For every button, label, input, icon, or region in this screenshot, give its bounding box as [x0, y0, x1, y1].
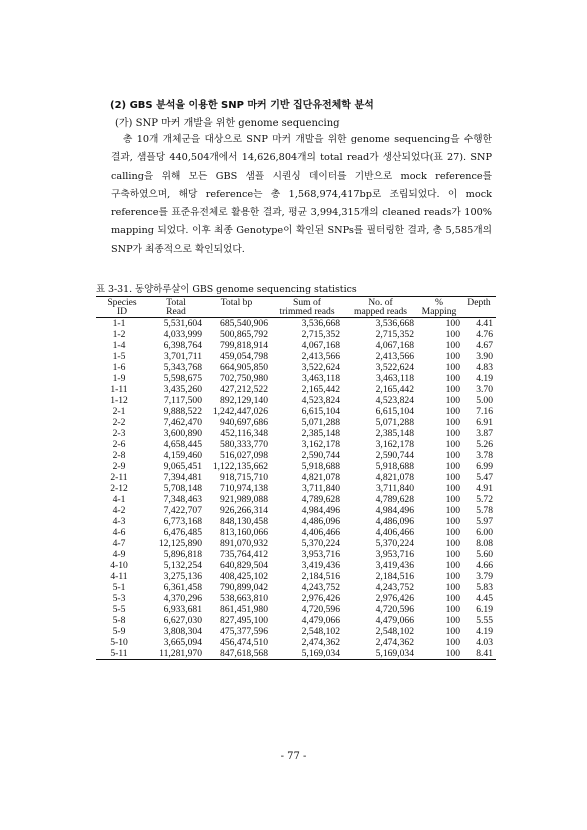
- table-cell: 100: [445, 340, 460, 352]
- table-cell: 100: [445, 604, 460, 616]
- table-cell: 2,474,362: [375, 637, 414, 649]
- table-cell: 100: [445, 582, 460, 594]
- table-cell: 847,618,568: [220, 648, 268, 660]
- column-header-line: No. of: [368, 297, 393, 308]
- table-cell: 4,159,460: [163, 450, 202, 462]
- table-row: [96, 406, 496, 417]
- table-cell: 5,370,224: [301, 538, 340, 550]
- table-cell: 1,242,447,026: [212, 406, 268, 418]
- table-cell: 5-3: [112, 593, 126, 605]
- column-header-line: [204, 307, 269, 316]
- table-cell: 100: [445, 417, 460, 429]
- table-cell: 100: [445, 329, 460, 341]
- page-number: - 77 -: [280, 751, 307, 762]
- table-cell: 2-2: [112, 417, 126, 429]
- table-cell: 5-1: [112, 582, 126, 594]
- table-cell: 8.08: [476, 538, 493, 550]
- table-cell: 4.19: [476, 373, 493, 385]
- table-cell: 5,918,688: [301, 461, 340, 473]
- table-cell: 4,720,596: [301, 604, 340, 616]
- table-cell: 2,385,148: [301, 428, 340, 440]
- column-header-line: trimmed reads: [279, 306, 335, 318]
- table-cell: 6,476,485: [163, 527, 202, 539]
- table-cell: 452,116,348: [220, 428, 268, 440]
- column-header: [96, 297, 148, 318]
- table-cell: 2,548,102: [301, 626, 340, 638]
- table-cell: 3,711,840: [375, 483, 414, 495]
- table-row: [96, 373, 496, 384]
- table-cell: 2,976,426: [375, 593, 414, 605]
- table-row: [96, 538, 496, 549]
- table-cell: 1-2: [112, 329, 126, 341]
- table-cell: 2-6: [112, 439, 126, 451]
- table-cell: 4-10: [110, 560, 128, 572]
- table-row: [96, 384, 496, 395]
- table-cell: 3.90: [476, 351, 493, 363]
- table-cell: 5-5: [112, 604, 126, 616]
- table-cell: 8.41: [476, 648, 493, 660]
- table-cell: 3.79: [476, 571, 493, 583]
- table-cell: 100: [445, 494, 460, 506]
- table-cell: 4,523,824: [301, 395, 340, 407]
- table-cell: 7,422,707: [163, 505, 202, 517]
- table-cell: 4,658,445: [163, 439, 202, 451]
- table-cell: 427,212,522: [220, 384, 268, 396]
- table-cell: 926,266,314: [220, 505, 268, 517]
- table-cell: 5.26: [476, 439, 493, 451]
- table-cell: 7.16: [476, 406, 493, 418]
- section-title: (2) GBS 분석을 이용한 SNP 마커 기반 집단유전체학 분석: [110, 100, 374, 111]
- table-row: [96, 593, 496, 604]
- table-row: [96, 439, 496, 450]
- table-cell: 2,474,362: [301, 637, 340, 649]
- table-cell: 100: [445, 560, 460, 572]
- column-header: [416, 297, 462, 318]
- table-cell: 4-11: [110, 571, 128, 583]
- table-row: [96, 582, 496, 593]
- table-row: [96, 318, 496, 330]
- table-cell: 3,275,136: [163, 571, 202, 583]
- table-cell: 4-1: [112, 494, 126, 506]
- table-cell: 827,495,100: [220, 615, 268, 627]
- table-cell: 2-11: [110, 472, 128, 484]
- table-row: [96, 351, 496, 362]
- table-cell: 2,184,516: [375, 571, 414, 583]
- table-cell: 6,627,030: [163, 615, 202, 627]
- table-cell: 100: [445, 450, 460, 462]
- table-cell: 11,281,970: [159, 648, 202, 660]
- table-cell: 100: [445, 351, 460, 363]
- table-cell: 3.70: [476, 384, 493, 396]
- column-header: [269, 297, 345, 318]
- table-cell: 6,615,104: [375, 406, 414, 418]
- table-row: [96, 417, 496, 428]
- table-cell: 3,435,260: [163, 384, 202, 396]
- table-cell: 3,665,094: [163, 637, 202, 649]
- table-cell: 1-6: [112, 362, 126, 374]
- table-row: [96, 428, 496, 439]
- table-cell: 2-1: [112, 406, 126, 418]
- table-cell: 5-10: [110, 637, 128, 649]
- table-cell: 580,333,770: [220, 439, 268, 451]
- table-cell: 4,479,066: [375, 615, 414, 627]
- table-cell: 456,474,510: [220, 637, 268, 649]
- table-cell: 4,523,824: [375, 395, 414, 407]
- table-cell: 702,750,980: [220, 373, 268, 385]
- table-cell: 1-12: [110, 395, 128, 407]
- table-cell: 6,398,764: [163, 340, 202, 352]
- table-cell: 3,711,840: [301, 483, 340, 495]
- column-header-line: mapped reads: [353, 306, 407, 318]
- table-cell: 4,984,496: [375, 505, 414, 517]
- sub-title: (가) SNP 마커 개발을 위한 genome sequencing: [115, 118, 340, 129]
- table-cell: 2,715,352: [375, 329, 414, 341]
- table-cell: 4,821,078: [301, 472, 340, 484]
- table-cell: 4,479,066: [301, 615, 340, 627]
- table-cell: 516,027,098: [220, 450, 268, 462]
- table-row: [96, 329, 496, 340]
- table-cell: 4,243,752: [375, 582, 414, 594]
- table-row: [96, 362, 496, 373]
- table-cell: 3,600,890: [163, 428, 202, 440]
- table-cell: 940,697,686: [220, 417, 268, 429]
- table-cell: 921,989,088: [220, 494, 268, 506]
- table-cell: 4,720,596: [375, 604, 414, 616]
- table-cell: 100: [445, 571, 460, 583]
- table-cell: 5.47: [476, 472, 493, 484]
- table-cell: 4.83: [476, 362, 493, 374]
- table-cell: 1-9: [112, 373, 126, 385]
- table-cell: 3,463,118: [375, 373, 414, 385]
- table-row: [96, 472, 496, 483]
- table-row: [96, 340, 496, 351]
- statistics-table: [96, 296, 496, 660]
- table-cell: 3,808,304: [163, 626, 202, 638]
- table-header: [96, 297, 496, 318]
- table-cell: 2,165,442: [301, 384, 340, 396]
- column-header: [462, 297, 496, 318]
- column-header: [204, 297, 269, 318]
- table-cell: 5.55: [476, 615, 493, 627]
- table-cell: 664,905,850: [220, 362, 268, 374]
- column-header-line: [462, 307, 496, 316]
- table-cell: 6,615,104: [301, 406, 340, 418]
- table-cell: 3,953,716: [301, 549, 340, 561]
- table-cell: 538,663,810: [220, 593, 268, 605]
- column-header: [148, 297, 204, 318]
- table-cell: 100: [445, 406, 460, 418]
- table-cell: 918,715,710: [220, 472, 268, 484]
- header-row: [96, 297, 496, 318]
- table-cell: 3,419,436: [301, 560, 340, 572]
- table-row: [96, 604, 496, 615]
- table-cell: 100: [445, 384, 460, 396]
- table-cell: 3,162,178: [375, 439, 414, 451]
- table-cell: 861,451,980: [220, 604, 268, 616]
- table-cell: 100: [445, 318, 460, 330]
- table-cell: 2,165,442: [375, 384, 414, 396]
- table-cell: 100: [445, 505, 460, 517]
- table-row: [96, 615, 496, 626]
- table-cell: 4.66: [476, 560, 493, 572]
- table-cell: 5.83: [476, 582, 493, 594]
- table-cell: 7,462,470: [163, 417, 202, 429]
- table-cell: 100: [445, 472, 460, 484]
- table-cell: 4-6: [112, 527, 126, 539]
- table-cell: 4,370,296: [163, 593, 202, 605]
- table-cell: 4,406,466: [375, 527, 414, 539]
- table-cell: 3,419,436: [375, 560, 414, 572]
- table-row: [96, 637, 496, 648]
- table-cell: 685,540,906: [220, 318, 268, 330]
- table-cell: 100: [445, 483, 460, 495]
- table-cell: 6.19: [476, 604, 493, 616]
- column-header-line: %: [435, 297, 443, 308]
- table-cell: 5.00: [476, 395, 493, 407]
- table-cell: 5,896,818: [163, 549, 202, 561]
- table-cell: 4,984,496: [301, 505, 340, 517]
- table-cell: 475,377,596: [220, 626, 268, 638]
- table-cell: 4,033,999: [163, 329, 202, 341]
- table-cell: 6,361,458: [163, 582, 202, 594]
- table-cell: 5,708,148: [163, 483, 202, 495]
- table-row: [96, 494, 496, 505]
- column-header-line: Total: [166, 297, 186, 308]
- table-cell: 4.41: [476, 318, 493, 330]
- table-cell: 2,413,566: [301, 351, 340, 363]
- table-cell: 3.78: [476, 450, 493, 462]
- table-cell: 4,486,096: [375, 516, 414, 528]
- table-cell: 7,348,463: [163, 494, 202, 506]
- table-row: [96, 505, 496, 516]
- table-cell: 100: [445, 428, 460, 440]
- table-cell: 640,829,504: [220, 560, 268, 572]
- table-cell: 1-11: [110, 384, 128, 396]
- table-cell: 4,821,078: [375, 472, 414, 484]
- table-cell: 4,243,752: [301, 582, 340, 594]
- table-row: [96, 626, 496, 637]
- table-cell: 2-12: [110, 483, 128, 495]
- table-cell: 1-4: [112, 340, 126, 352]
- table-cell: 5,071,288: [375, 417, 414, 429]
- table-cell: 5,132,254: [163, 560, 202, 572]
- table-cell: 6.91: [476, 417, 493, 429]
- table-cell: 5.97: [476, 516, 493, 528]
- table-cell: 848,130,458: [220, 516, 268, 528]
- table-cell: 813,160,066: [220, 527, 268, 539]
- table-cell: 799,818,914: [220, 340, 268, 352]
- table-cell: 4,486,096: [301, 516, 340, 528]
- table-cell: 6,773,168: [163, 516, 202, 528]
- table-cell: 4.67: [476, 340, 493, 352]
- table-cell: 891,070,932: [220, 538, 268, 550]
- table-cell: 2,548,102: [375, 626, 414, 638]
- table-cell: 735,764,412: [220, 549, 268, 561]
- table-cell: 3,522,624: [301, 362, 340, 374]
- table-cell: 100: [445, 615, 460, 627]
- table-cell: 100: [445, 549, 460, 561]
- table-cell: 3,701,711: [163, 351, 202, 363]
- table-cell: 3,536,668: [375, 318, 414, 330]
- table-row: [96, 549, 496, 560]
- table-cell: 4,406,466: [301, 527, 340, 539]
- table-cell: 3,522,624: [375, 362, 414, 374]
- table-cell: 4-2: [112, 505, 126, 517]
- table-cell: 9,888,522: [163, 406, 202, 418]
- table-cell: 3.87: [476, 428, 493, 440]
- table-cell: 4.76: [476, 329, 493, 341]
- table-row: [96, 450, 496, 461]
- table-cell: 100: [445, 593, 460, 605]
- table-cell: 1-1: [112, 318, 126, 330]
- table-cell: 2,976,426: [301, 593, 340, 605]
- table-cell: 5,531,604: [163, 318, 202, 330]
- table-cell: 710,974,138: [220, 483, 268, 495]
- table-cell: 2,385,148: [375, 428, 414, 440]
- column-header-line: Mapping: [421, 306, 457, 318]
- table-cell: 5,169,034: [375, 648, 414, 660]
- column-header-line: ID: [116, 306, 128, 318]
- table-cell: 100: [445, 527, 460, 539]
- table-cell: 2-3: [112, 428, 126, 440]
- table-cell: 5,071,288: [301, 417, 340, 429]
- table-cell: 4,789,628: [301, 494, 340, 506]
- column-header-line: Depth: [467, 297, 491, 308]
- table-cell: 5,370,224: [375, 538, 414, 550]
- table-cell: 100: [445, 538, 460, 550]
- table-cell: 2-9: [112, 461, 126, 473]
- table-cell: 5,598,675: [163, 373, 202, 385]
- table-cell: 2,590,744: [375, 450, 414, 462]
- table-cell: 408,425,102: [220, 571, 268, 583]
- table-cell: 2,184,516: [301, 571, 340, 583]
- table-cell: 2,413,566: [375, 351, 414, 363]
- table-cell: 100: [445, 362, 460, 374]
- table-cell: 12,125,890: [158, 538, 202, 550]
- table-row: [96, 560, 496, 571]
- table-cell: 5-11: [110, 648, 128, 660]
- table-cell: 100: [445, 461, 460, 473]
- table-cell: 6.00: [476, 527, 493, 539]
- table-row: [96, 516, 496, 527]
- table-cell: 5.60: [476, 549, 493, 561]
- table-cell: 100: [445, 648, 460, 660]
- table-cell: 7,394,481: [163, 472, 202, 484]
- table-cell: 6,933,681: [163, 604, 202, 616]
- table-cell: 4-7: [112, 538, 126, 550]
- table-row: [96, 483, 496, 494]
- table-cell: 4.45: [476, 593, 493, 605]
- table-cell: 6.99: [476, 461, 493, 473]
- table-cell: 4,067,168: [375, 340, 414, 352]
- table-cell: 459,054,798: [220, 351, 268, 363]
- table-cell: 100: [445, 516, 460, 528]
- table-cell: 2,715,352: [301, 329, 340, 341]
- table-cell: 4.19: [476, 626, 493, 638]
- table-cell: 100: [445, 626, 460, 638]
- table-cell: 100: [445, 637, 460, 649]
- table-cell: 790,899,042: [220, 582, 268, 594]
- table-cell: 5,918,688: [375, 461, 414, 473]
- table-cell: 5,343,768: [163, 362, 202, 374]
- table-row: [96, 648, 496, 660]
- table-cell: 3,953,716: [375, 549, 414, 561]
- table-cell: 5,169,034: [301, 648, 340, 660]
- table-row: [96, 571, 496, 582]
- table-cell: 4,789,628: [375, 494, 414, 506]
- table-cell: 4.03: [476, 637, 493, 649]
- table-cell: 3,536,668: [301, 318, 340, 330]
- table-cell: 5-8: [112, 615, 126, 627]
- table-cell: 100: [445, 395, 460, 407]
- table-cell: 4-9: [112, 549, 126, 561]
- table-row: [96, 461, 496, 472]
- column-header: [345, 297, 416, 318]
- table-cell: 100: [445, 373, 460, 385]
- column-header-line: Read: [166, 306, 186, 318]
- table-cell: 3,463,118: [301, 373, 340, 385]
- table-cell: 3,162,178: [301, 439, 340, 451]
- table-cell: 4,067,168: [301, 340, 340, 352]
- table-cell: 5.78: [476, 505, 493, 517]
- column-header-line: Total bp: [220, 297, 253, 308]
- table-cell: 4-3: [112, 516, 126, 528]
- table-cell: 500,865,792: [220, 329, 268, 341]
- table-cell: 1,122,135,662: [212, 461, 268, 473]
- table-cell: 9,065,451: [163, 461, 202, 473]
- table-cell: 892,129,140: [220, 395, 268, 407]
- table-caption: 표 3-31. 동양하루살이 GBS genome sequencing statistics: [96, 284, 357, 295]
- column-header-line: Sum of: [293, 297, 321, 308]
- table-cell: 7,117,500: [163, 395, 202, 407]
- table-cell: 4.91: [476, 483, 493, 495]
- table-cell: 100: [445, 439, 460, 451]
- table-cell: 5.72: [476, 494, 493, 506]
- table-cell: 5-9: [112, 626, 126, 638]
- table-body: [96, 318, 496, 660]
- table-cell: 2,590,744: [301, 450, 340, 462]
- column-header-line: Species: [107, 297, 137, 308]
- table-cell: 1-5: [112, 351, 126, 363]
- body-paragraph: 총 10개 개체군을 대상으로 SNP 마커 개발을 위한 genome sequencing을 수행한 결과, 샘플당 440,504개에서 14,626,804개의 total read가 생산되었다(표 27). SNP calling을 위해 모든 GBS 샘플 시퀀싱 데이터를 기반으로 mock reference를 구축하였으며, 해당 reference는 총 1,568,974,417bp로 조립되었다. 이 mock reference를 표준유전체로 활용한 결과, 평균 3,994,315개의 cleaned reads가 100% mapping 되었다. 이후 최종 Genotype이 확인된 SNPs를 필터링한 결과, 총 5,585개의 SNP가 최종적으로 확인되었다.: [111, 134, 492, 255]
- table-cell: 2-8: [112, 450, 126, 462]
- table-row: [96, 527, 496, 538]
- table-row: [96, 395, 496, 406]
